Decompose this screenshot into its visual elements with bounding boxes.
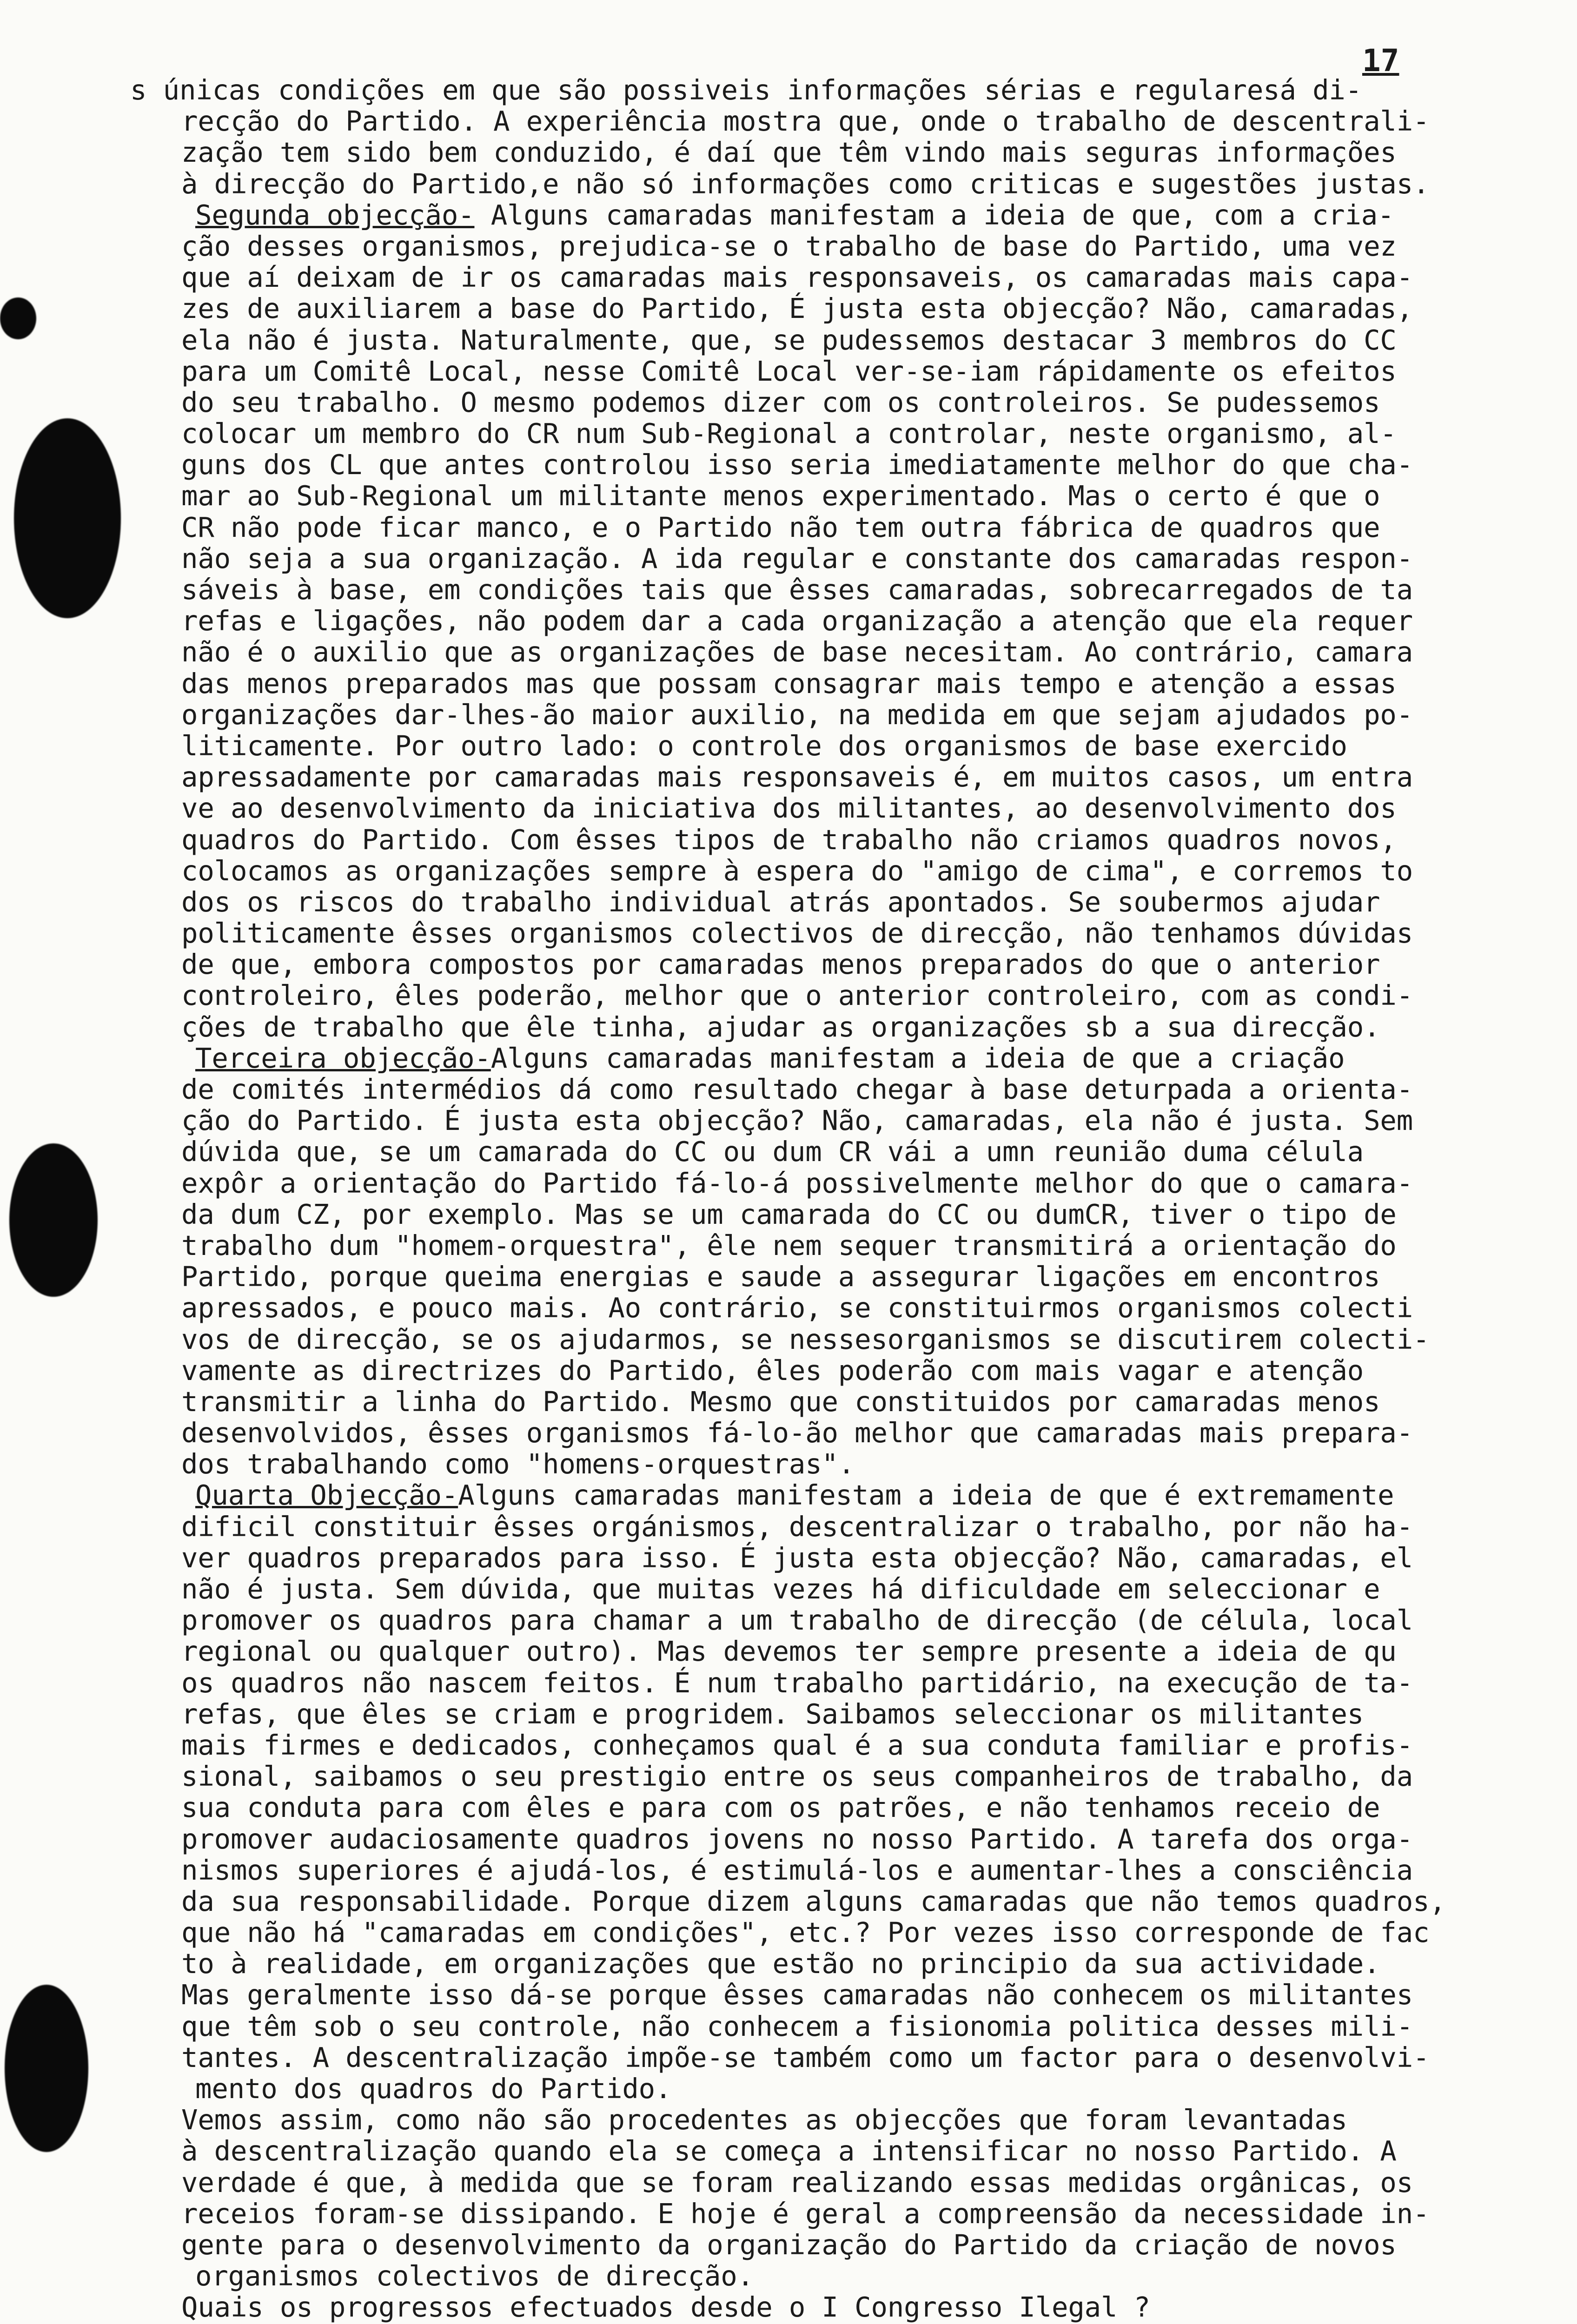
text-line: apressados, e pouco mais. Ao contrário, se constituirmos organismos colecti (181, 1292, 1413, 1324)
text-line: promover audaciosamente quadros jovens no nosso Partido. A tarefa dos orga- (181, 1822, 1413, 1855)
text-line: verdade é que, à medida que se foram realizando essas medidas orgânicas, os (181, 2166, 1413, 2199)
text-line: não é justa. Sem dúvida, que muitas vezes há dificuldade em seleccionar e (181, 1573, 1380, 1605)
text-line: promover os quadros para chamar a um trabalho de direcção (de célula, local (181, 1604, 1413, 1637)
scan-blot (9, 1143, 98, 1297)
text-line: CR não pode ficar manco, e o Partido não tem outra fábrica de quadros que (181, 511, 1380, 543)
text-line: ela não é justa. Naturalmente, que, se pudessemos destacar 3 membros do CC (181, 324, 1397, 356)
text-line: mais firmes e dedicados, conheçamos qual é a sua conduta familiar e profis- (181, 1729, 1413, 1761)
text-line: que aí deixam de ir os camaradas mais responsaveis, os camaradas mais capa- (181, 261, 1413, 294)
text-line: gente para o desenvolvimento da organização do Partido da criação de novos (181, 2228, 1397, 2261)
text-line: expôr a orientação do Partido fá-lo-á possivelmente melhor do que o camara- (181, 1167, 1413, 1199)
text-line: nismos superiores é ajudá-los, é estimulá-los e aumentar-lhes a consciência (181, 1854, 1413, 1886)
text-line: recção do Partido. A experiência mostra que, onde o trabalho de descentrali- (181, 105, 1430, 138)
text-line: os quadros não nascem feitos. É num trabalho partidário, na execução de ta- (181, 1666, 1413, 1699)
text-line: Mas geralmente isso dá-se porque êsses camaradas não conhecem os militantes (181, 1979, 1413, 2011)
text-line: tantes. A descentralização impõe-se também como um factor para o desenvolvi- (181, 2041, 1430, 2073)
text-line: colocar um membro do CR num Sub-Regional a controlar, neste organismo, al- (181, 417, 1397, 450)
text-line: Segunda objecção- Alguns camaradas manifestam a ideia de que, com a cria- (195, 198, 1394, 231)
text-line: to à realidade, em organizações que estão no principio da sua actividade. (181, 1948, 1380, 1980)
text-line: de comités intermédios dá como resultado chegar à base deturpada a orienta- (181, 1073, 1413, 1105)
text-line: apressadamente por camaradas mais responsaveis é, em muitos casos, um entra (181, 761, 1413, 793)
text-line: sua conduta para com êles e para com os patrões, e não tenhamos receio de (181, 1791, 1380, 1824)
text-line: ção desses organismos, prejudica-se o trabalho de base do Partido, uma vez (181, 230, 1397, 262)
text-line: organismos colectivos de direcção. (195, 2260, 754, 2292)
objection-heading: Terceira objecção- (195, 1042, 491, 1074)
text-line: à descentralização quando ela se começa a intensificar no nosso Partido. A (181, 2135, 1397, 2167)
text-line: transmitir a linha do Partido. Mesmo que constituidos por camaradas menos (181, 1385, 1380, 1418)
text-line: dos os riscos do trabalho individual atrás apontados. Se soubermos ajudar (181, 885, 1380, 918)
objection-heading: Segunda objecção- (195, 198, 475, 231)
text-line: mar ao Sub-Regional um militante menos experimentado. Mas o certo é que o (181, 480, 1380, 512)
text-line: ver quadros preparados para isso. É justa esta objecção? Não, camaradas, el (181, 1541, 1413, 1574)
text-line: que têm sob o seu controle, não conhecem a fisionomia politica desses mili- (181, 2010, 1413, 2042)
text-line: ções de trabalho que êle tinha, ajudar as organizações sb a sua direcção. (181, 1010, 1380, 1043)
text-line: refas e ligações, não podem dar a cada organização a atenção que ela requer (181, 605, 1413, 637)
text-line: Quarta Objecção-Alguns camaradas manifestam a ideia de que é extremamente (195, 1479, 1394, 1512)
text-line: dos trabalhando como "homens-orquestras". (181, 1448, 855, 1480)
document-body (130, 74, 1562, 2324)
text-line: sional, saibamos o seu prestigio entre os seus companheiros de trabalho, da (181, 1760, 1413, 1793)
text-line: não seja a sua organização. A ida regular e constante dos camaradas respon- (181, 542, 1413, 574)
scan-blot (0, 297, 36, 339)
scan-blot (14, 418, 121, 618)
text-line: ve ao desenvolvimento da iniciativa dos militantes, ao desenvolvimento dos (181, 792, 1397, 825)
text-line: receios foram-se dissipando. E hoje é geral a compreensão da necessidade in- (181, 2197, 1430, 2230)
text-line: Vemos assim, como não são procedentes as objecções que foram levantadas (181, 2104, 1347, 2136)
text-line: organizações dar-lhes-ão maior auxilio, na medida em que sejam ajudados po- (181, 698, 1413, 731)
text-line: Partido, porque queima energias e saude a assegurar ligações em encontros (181, 1261, 1380, 1293)
text-line: mento dos quadros do Partido. (195, 2073, 672, 2105)
text-line: ção do Partido. É justa esta objecção? Não, camaradas, ela não é justa. Sem (181, 1104, 1413, 1137)
text-line: para um Comitê Local, nesse Comitê Local ver-se-iam rápidamente os efeitos (181, 355, 1397, 387)
text-line: zação tem sido bem conduzido, é daí que têm vindo mais seguras informações (181, 136, 1397, 169)
text-line: regional ou qualquer outro). Mas devemos ter sempre presente a ideia de qu (181, 1635, 1397, 1668)
objection-heading: Quarta Objecção- (195, 1479, 458, 1512)
text-line: das menos preparados mas que possam consagrar mais tempo e atenção a essas (181, 667, 1397, 700)
text-line: refas, que êles se criam e progridem. Saibamos seleccionar os militantes (181, 1697, 1364, 1730)
text-line: quadros do Partido. Com êsses tipos de trabalho não criamos quadros novos, (181, 823, 1397, 856)
text-line: do seu trabalho. O mesmo podemos dizer com os controleiros. Se pudessemos (181, 386, 1380, 418)
text-line: trabalho dum "homem-orquestra", êle nem sequer transmitirá a orientação do (181, 1229, 1397, 1261)
text-line: que não há "camaradas em condições", etc.? Por vezes isso corresponde de fac (181, 1916, 1430, 1949)
text-line: zes de auxiliarem a base do Partido, É justa esta objecção? Não, camaradas, (181, 292, 1413, 325)
text-line: desenvolvidos, êsses organismos fá-lo-ão melhor que camaradas mais prepara- (181, 1417, 1413, 1449)
text-line: liticamente. Por outro lado: o controle dos organismos de base exercido (181, 729, 1347, 762)
text-line: da sua responsabilidade. Porque dizem alguns camaradas que não temos quadros, (181, 1885, 1446, 1917)
text-line: dificil constituir êsses orgánismos, descentralizar o trabalho, por não ha- (181, 1510, 1413, 1543)
page-number: 17 (1362, 43, 1399, 79)
text-line: não é o auxilio que as organizações de base necesitam. Ao contrário, camara (181, 636, 1413, 668)
text-line: à direcção do Partido,e não só informações como criticas e sugestões justas. (181, 167, 1430, 200)
text-line: de que, embora compostos por camaradas menos preparados do que o anterior (181, 948, 1380, 981)
text-line: dúvida que, se um camarada do CC ou dum CR vái a umn reunião duma célula (181, 1136, 1364, 1168)
text-line: Terceira objecção-Alguns camaradas manifestam a ideia de que a criação (195, 1042, 1345, 1074)
text-line: controleiro, êles poderão, melhor que o anterior controleiro, com as condi- (181, 979, 1413, 1012)
scan-blot (5, 1985, 88, 2152)
text-line: sáveis à base, em condições tais que êsses camaradas, sobrecarregados de ta (181, 574, 1413, 606)
text-line: politicamente êsses organismos colectivos de direcção, não tenhamos dúvidas (181, 917, 1413, 950)
text-line: guns dos CL que antes controlou isso seria imediatamente melhor do que cha- (181, 449, 1413, 481)
text-line: vamente as directrizes do Partido, êles poderão com mais vagar e atenção (181, 1354, 1364, 1386)
text-line: colocamos as organizações sempre à espera do "amigo de cima", e corremos to (181, 854, 1413, 887)
text-line: vos de direcção, se os ajudarmos, se nessesorganismos se discutirem colecti- (181, 1323, 1430, 1355)
text-line: Quais os progressos efectuados desde o I Congresso Ilegal ? (181, 2291, 1150, 2324)
text-line: da dum CZ, por exemplo. Mas se um camarada do CC ou dumCR, tiver o tipo de (181, 1198, 1397, 1230)
text-line: s únicas condições em que são possiveis informações sérias e regularesá di- (130, 74, 1362, 106)
